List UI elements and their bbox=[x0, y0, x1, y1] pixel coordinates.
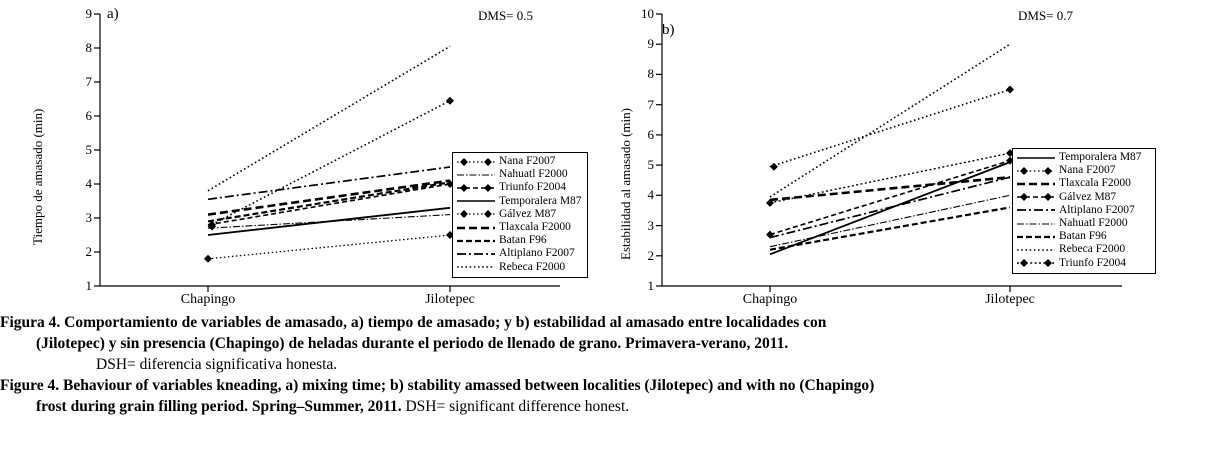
legend-label-b-0: Temporalera M87 bbox=[1059, 151, 1142, 163]
caption-es-line3: DSH= diferencia significativa honesta. bbox=[96, 356, 338, 373]
panel-a-ytick-9: 9 bbox=[85, 6, 92, 21]
legend-key-galvez-m87-icon bbox=[1017, 191, 1055, 203]
legend-item-b-0 bbox=[1017, 151, 1151, 164]
panel-b-dms-annotation: DMS= 0.7 bbox=[1018, 8, 1074, 23]
legend-label-b-3: Gálvez M87 bbox=[1059, 190, 1117, 203]
legend-key-temporalera-m87-icon bbox=[1017, 152, 1055, 164]
panel-b-ytick-8: 8 bbox=[647, 66, 654, 81]
legend-item-a-4 bbox=[457, 208, 583, 221]
legend-label-a-3: Temporalera M87 bbox=[499, 194, 582, 207]
figure-caption bbox=[0, 312, 1219, 417]
panel-b-legend bbox=[1012, 148, 1156, 274]
panel-a-legend bbox=[452, 152, 588, 278]
legend-key-altiplano-f2007-icon bbox=[1017, 204, 1055, 216]
legend-label-b-1: Nana F2007 bbox=[1059, 164, 1116, 177]
panel-b-ytick-1: 1 bbox=[647, 278, 654, 293]
legend-item-b-3 bbox=[1017, 191, 1151, 204]
panel-a-y-axis-title: Tiempo de amasado (min) bbox=[30, 108, 45, 245]
panel-b-y-axis-title: Estabilidad al amasado (min) bbox=[618, 108, 633, 260]
chart-panel-b bbox=[600, 0, 1210, 310]
legend-key-altiplano-f2007-icon bbox=[457, 248, 495, 260]
legend-item-a-8 bbox=[457, 261, 583, 274]
legend-item-a-1 bbox=[457, 168, 583, 181]
panel-b-ytick-3: 3 bbox=[647, 218, 654, 233]
panel-b-ytick-10: 10 bbox=[641, 6, 654, 21]
legend-label-a-6: Batan F96 bbox=[499, 234, 547, 247]
legend-item-a-7 bbox=[457, 247, 583, 260]
legend-item-a-2 bbox=[457, 181, 583, 194]
legend-label-b-8: Triunfo F2004 bbox=[1059, 256, 1126, 269]
panel-a-label: a) bbox=[107, 6, 119, 22]
panel-a-xtick-jilotepec: Jilotepec bbox=[425, 292, 475, 307]
legend-key-batan-f96-icon bbox=[1017, 231, 1055, 243]
legend-label-b-7: Rebeca F2000 bbox=[1059, 243, 1126, 256]
legend-key-rebeca-f2000-icon bbox=[1017, 244, 1055, 256]
legend-label-a-4: Gálvez M87 bbox=[499, 207, 557, 220]
panel-b-ytick-6: 6 bbox=[647, 127, 654, 142]
legend-item-a-6 bbox=[457, 234, 583, 247]
legend-key-batan-f96-icon bbox=[457, 235, 495, 247]
legend-item-a-3 bbox=[457, 195, 583, 208]
legend-key-nana-f2007-icon bbox=[457, 156, 495, 168]
legend-label-a-2: Triunfo F2004 bbox=[499, 181, 566, 194]
caption-en-line2-bold: frost during grain filling period. Spring–Summer, 2011. bbox=[36, 398, 402, 415]
legend-item-b-7 bbox=[1017, 243, 1151, 256]
legend-label-b-6: Batan F96 bbox=[1059, 230, 1107, 243]
legend-item-a-0 bbox=[457, 155, 583, 168]
legend-item-b-5 bbox=[1017, 217, 1151, 230]
caption-en-line1: Figure 4. Behaviour of variables kneading, a) mixing time; b) stability amassed between localities (Jilotepec) and with no (Chapingo) bbox=[0, 377, 875, 394]
legend-label-b-4: Altiplano F2007 bbox=[1059, 203, 1135, 216]
legend-key-nahuatl-f2000-icon bbox=[1017, 218, 1055, 230]
legend-key-tlaxcala-f2000-icon bbox=[1017, 178, 1055, 190]
legend-item-b-4 bbox=[1017, 204, 1151, 217]
panel-a-ytick-7: 7 bbox=[85, 74, 92, 89]
legend-key-nana-f2007-icon bbox=[1017, 165, 1055, 177]
panel-b-ytick-2: 2 bbox=[647, 248, 654, 263]
legend-item-b-8 bbox=[1017, 257, 1151, 270]
legend-label-a-5: Tlaxcala F2000 bbox=[499, 220, 571, 233]
legend-key-nahuatl-f2000-icon bbox=[457, 169, 495, 181]
panel-b-ytick-9: 9 bbox=[647, 36, 654, 51]
panel-b-label: b) bbox=[662, 22, 675, 38]
panel-b-ytick-4: 4 bbox=[647, 187, 654, 202]
legend-label-b-2: Tlaxcala F2000 bbox=[1059, 177, 1131, 190]
panel-a-ytick-3: 3 bbox=[85, 210, 92, 225]
panel-a-ytick-8: 8 bbox=[85, 40, 92, 55]
legend-key-rebeca-f2000-icon bbox=[457, 261, 495, 273]
panel-a-xtick-chapingo: Chapingo bbox=[180, 292, 236, 307]
panel-a-ytick-6: 6 bbox=[85, 108, 92, 123]
legend-key-temporalera-m87-icon bbox=[457, 195, 495, 207]
legend-label-a-0: Nana F2007 bbox=[499, 155, 556, 167]
panel-b-xtick-jilotepec: Jilotepec bbox=[985, 292, 1035, 307]
legend-key-tlaxcala-f2000-icon bbox=[457, 222, 495, 234]
legend-label-a-8: Rebeca F2000 bbox=[499, 260, 566, 273]
panel-b-xtick-chapingo: Chapingo bbox=[742, 292, 798, 307]
chart-panel-a bbox=[0, 0, 600, 310]
legend-key-galvez-m87-icon bbox=[457, 208, 495, 220]
legend-key-triunfo-f2004-icon bbox=[457, 182, 495, 194]
panel-b-ytick-7: 7 bbox=[647, 97, 654, 112]
panel-a-ytick-4: 4 bbox=[85, 176, 92, 191]
panel-a-ytick-5: 5 bbox=[85, 142, 92, 157]
legend-label-a-1: Nahuatl F2000 bbox=[499, 168, 568, 181]
caption-es-line2: (Jilotepec) y sin presencia (Chapingo) de heladas durante el periodo de llenado de grano. Primavera-verano, 2011. bbox=[36, 335, 789, 352]
panel-a-ytick-1: 1 bbox=[85, 278, 92, 293]
caption-en-line2-rest: DSH= significant difference honest. bbox=[401, 398, 630, 415]
panel-b-ytick-5: 5 bbox=[647, 157, 654, 172]
caption-es-line1: Figura 4. Comportamiento de variables de amasado, a) tiempo de amasado; y b) estabilidad al amasado entre localidades con bbox=[0, 314, 827, 331]
legend-item-b-1 bbox=[1017, 164, 1151, 177]
legend-item-a-5 bbox=[457, 221, 583, 234]
legend-item-b-6 bbox=[1017, 230, 1151, 243]
legend-label-b-5: Nahuatl F2000 bbox=[1059, 216, 1128, 229]
panel-a-dms-annotation: DMS= 0.5 bbox=[478, 8, 534, 23]
legend-key-triunfo-f2004-icon bbox=[1017, 257, 1055, 269]
panel-a-ytick-2: 2 bbox=[85, 244, 92, 259]
legend-item-b-2 bbox=[1017, 177, 1151, 190]
legend-label-a-7: Altiplano F2007 bbox=[499, 247, 575, 260]
